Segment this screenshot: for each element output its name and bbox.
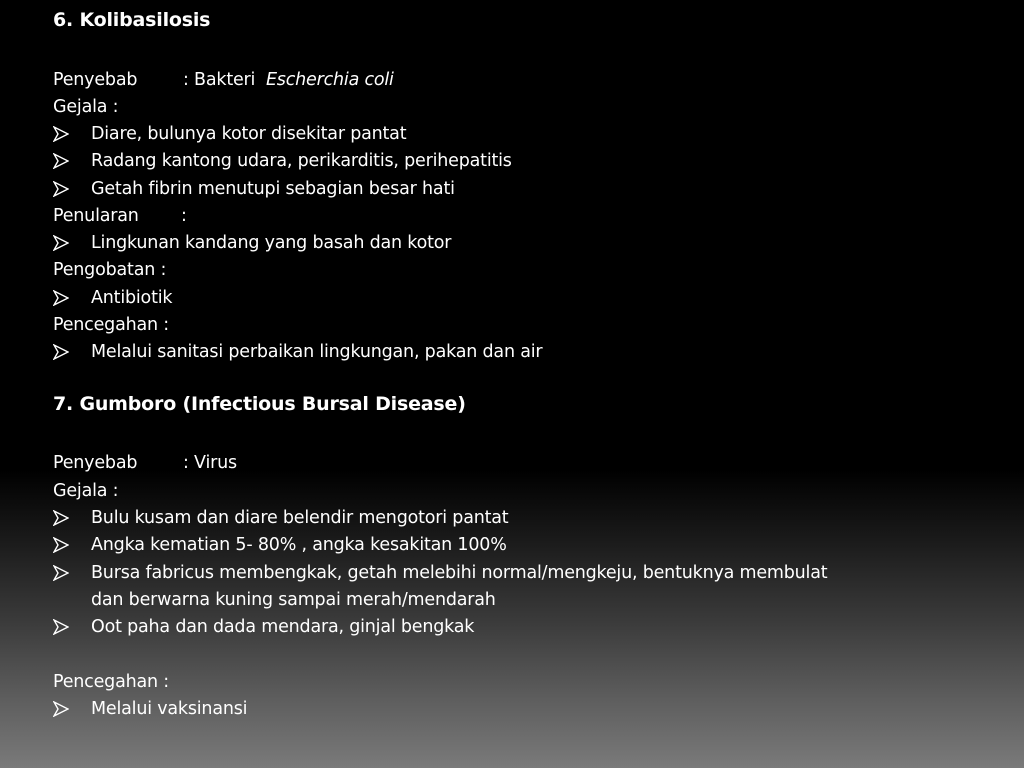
arrowhead-bullet-icon (53, 181, 69, 197)
list-item-continuation: dan berwarna kuning sampai merah/mendarah (91, 590, 496, 610)
s6-pengobatan-label: Pengobatan : (53, 260, 167, 280)
arrowhead-bullet-icon (53, 510, 69, 526)
list-item-text: Melalui vaksinansi (91, 699, 248, 719)
list-item-text: Bulu kusam dan diare belendir mengotori pantat (91, 508, 509, 528)
list-item-text: Lingkunan kandang yang basah dan kotor (91, 233, 452, 253)
list-item-text: Oot paha dan dada mendara, ginjal bengkak (91, 617, 475, 637)
s7-penyebab-label: Penyebab (53, 453, 138, 473)
s7-penyebab-row (53, 452, 237, 474)
arrowhead-bullet-icon (53, 290, 69, 306)
s6-penyebab-row (53, 69, 394, 91)
list-item-text: Angka kematian 5- 80% , angka kesakitan 100% (91, 535, 507, 555)
list-item-text: Getah fibrin menutupi sebagian besar hati (91, 179, 455, 199)
s6-penularan-label: Penularan (53, 206, 139, 226)
s6-penyebab-italic: Escherchia coli (265, 70, 394, 90)
arrowhead-bullet-icon (53, 701, 69, 717)
arrowhead-bullet-icon (53, 153, 69, 169)
s7-penyebab-value: : Virus (183, 453, 237, 473)
arrowhead-bullet-icon (53, 565, 69, 581)
s6-gejala-label: Gejala : (53, 97, 119, 117)
section-6-heading: 6. Kolibasilosis (53, 9, 211, 31)
list-item-text: Melalui sanitasi perbaikan lingkungan, pakan dan air (91, 342, 543, 362)
list-item-text: Diare, bulunya kotor disekitar pantat (91, 124, 407, 144)
arrowhead-bullet-icon (53, 619, 69, 635)
s7-gejala-label: Gejala : (53, 481, 119, 501)
list-item-text: Radang kantong udara, perikarditis, perihepatitis (91, 151, 512, 171)
s6-penyebab-value (183, 69, 394, 91)
s7-pencegahan-label: Pencegahan : (53, 672, 169, 692)
s6-pencegahan-label: Pencegahan : (53, 315, 169, 335)
arrowhead-bullet-icon (53, 126, 69, 142)
s6-penyebab-colon: : Bakteri (183, 70, 256, 90)
arrowhead-bullet-icon (53, 537, 69, 553)
s6-penularan-colon: : (181, 206, 187, 226)
arrowhead-bullet-icon (53, 235, 69, 251)
section-7-heading: 7. Gumboro (Infectious Bursal Disease) (53, 393, 466, 415)
arrowhead-bullet-icon (53, 344, 69, 360)
list-item-text: Bursa fabricus membengkak, getah melebihi normal/mengkeju, bentuknya membulat (91, 563, 828, 583)
s6-penularan-row (53, 205, 187, 227)
list-item-text: Antibiotik (91, 288, 173, 308)
s6-penyebab-label: Penyebab (53, 70, 138, 90)
